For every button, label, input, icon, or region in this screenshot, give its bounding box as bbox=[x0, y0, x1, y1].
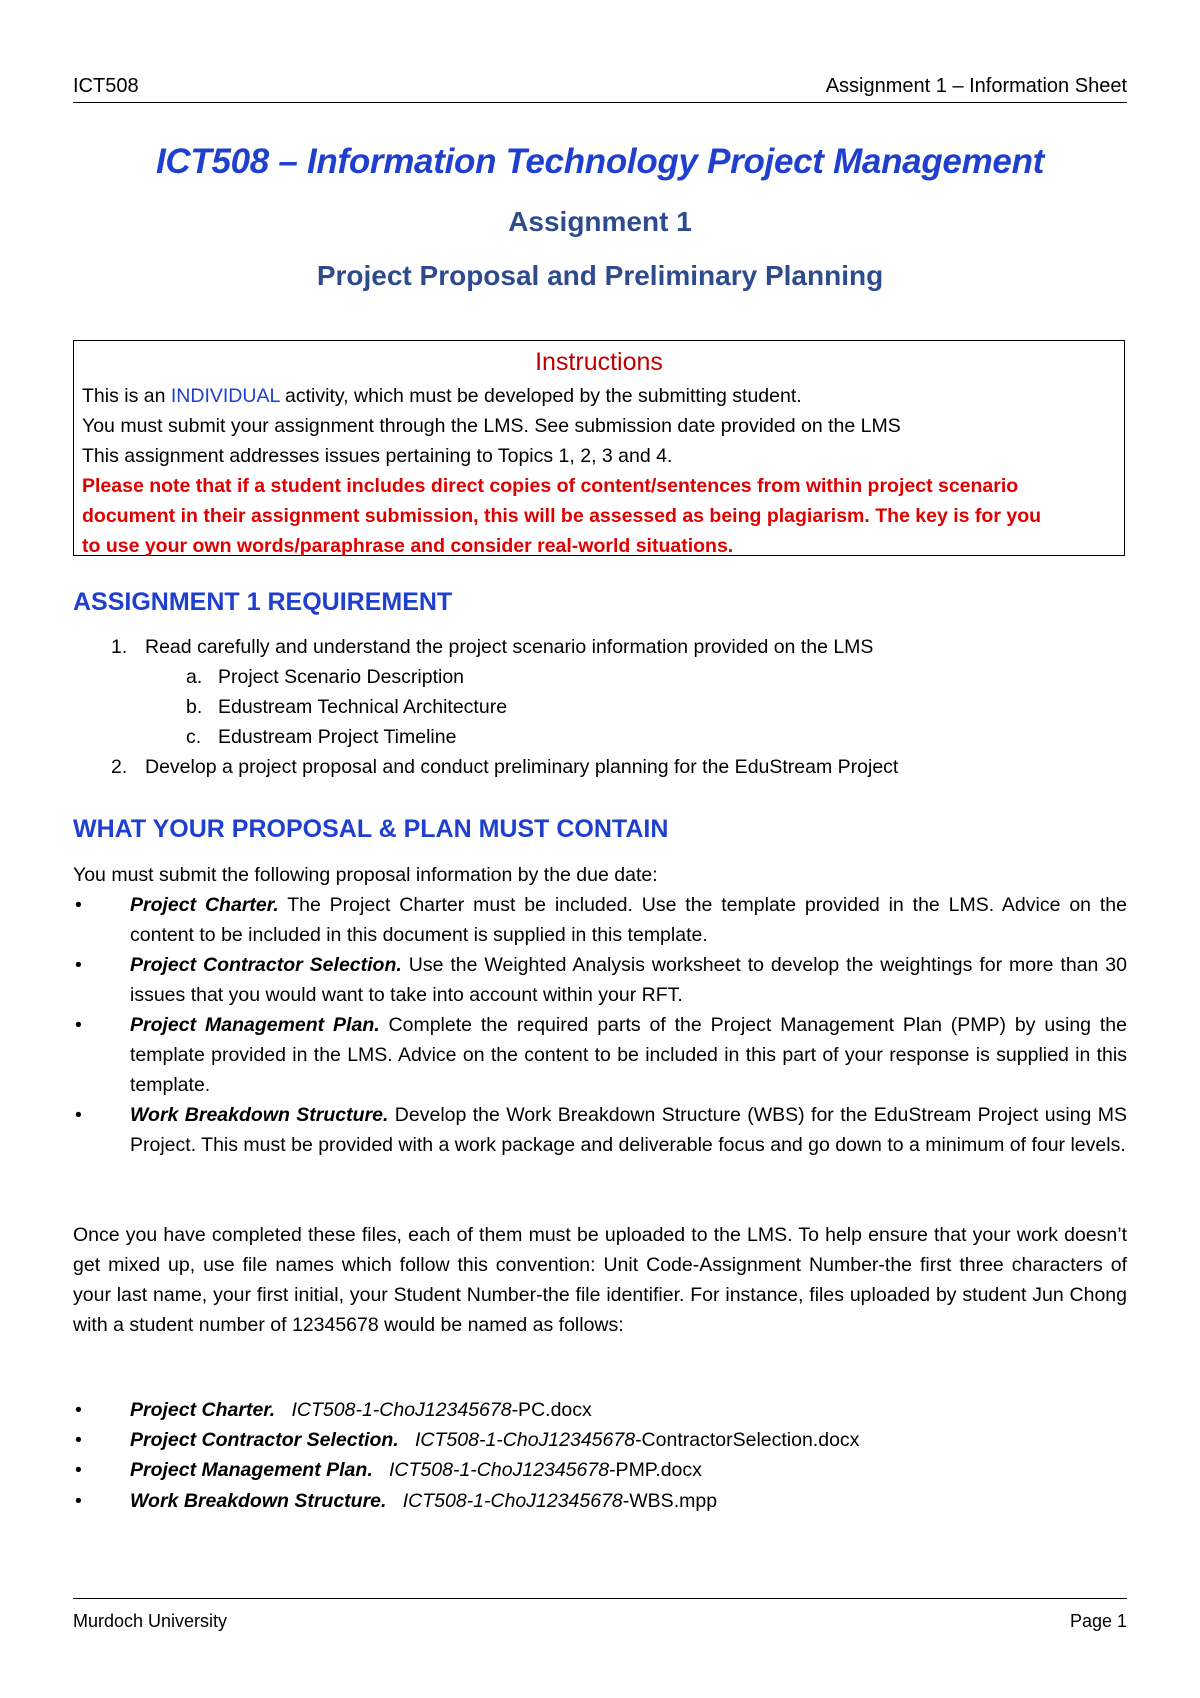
bullet-icon: • bbox=[75, 954, 82, 976]
plagiarism-warning-3: to use your own words/paraphrase and consider real-world situations. bbox=[82, 535, 734, 557]
bullet-icon: • bbox=[75, 894, 82, 916]
naming-convention-paragraph: Once you have completed these files, each of them must be uploaded to the LMS. To help ensure that your work doesn’t get mixed up, use file names which follow this convention: Unit Code-Assignment Number-the first three characters of your last name, your first initial, your Student Number-the file identifier. For instance, files uploaded by student Jun Chong with a student number of 12345678 would be named as follows: bbox=[73, 1224, 1127, 1336]
file-prefix: ICT508-1-ChoJ12345678 bbox=[402, 1490, 623, 1512]
file-suffix: -PMP.docx bbox=[609, 1459, 702, 1481]
list-item bbox=[73, 950, 1127, 1010]
sub-item: Edustream Project Timeline bbox=[218, 726, 457, 748]
file-suffix: -ContractorSelection.docx bbox=[635, 1429, 860, 1451]
file-suffix: -WBS.mpp bbox=[622, 1490, 718, 1512]
header-course-code: ICT508 bbox=[73, 75, 139, 97]
sub-letter: a. bbox=[186, 666, 203, 688]
list-item bbox=[73, 1425, 1127, 1455]
instructions-line-individual bbox=[82, 381, 1116, 411]
page-footer bbox=[73, 1598, 1127, 1635]
bullet-text: Complete the required parts of the Project Management Plan (PMP) by using the template provided in the LMS. Advice on the content to be included in this part of your response is supplied in this template. bbox=[130, 1014, 1127, 1096]
bullet-text: Use the Weighted Analysis worksheet to develop the weightings for more than 30 issues that you would want to take into account within your RFT. bbox=[130, 954, 1127, 1006]
bullet-label: Project Contractor Selection. bbox=[130, 954, 402, 976]
sub-item: Edustream Technical Architecture bbox=[218, 696, 508, 718]
bullet-text: Develop the Work Breakdown Structure (WBS) for the EduStream Project using MS Project. This must be provided with a work package and deliverable focus and go down to a minimum of four levels. bbox=[130, 1104, 1127, 1156]
bullet-icon: • bbox=[75, 1429, 82, 1451]
assignment-subtitle: Project Proposal and Preliminary Planning bbox=[316, 260, 884, 291]
bullet-label: Project Management Plan. bbox=[130, 1014, 380, 1036]
file-prefix: ICT508-1-ChoJ12345678 bbox=[389, 1459, 610, 1481]
bullet-label: Work Breakdown Structure. bbox=[130, 1104, 389, 1126]
file-label: Project Management Plan. bbox=[130, 1459, 373, 1481]
bullet-icon: • bbox=[75, 1399, 82, 1421]
contain-heading: WHAT YOUR PROPOSAL & PLAN MUST CONTAIN bbox=[73, 815, 669, 843]
file-prefix: ICT508-1-ChoJ12345678 bbox=[291, 1399, 512, 1421]
bullet-icon: • bbox=[75, 1459, 82, 1481]
document-title: ICT508 – Information Technology Project Management bbox=[155, 142, 1045, 181]
instructions-line-topics: This assignment addresses issues pertaining to Topics 1, 2, 3 and 4. bbox=[82, 445, 673, 467]
header-document-title: Assignment 1 – Information Sheet bbox=[825, 75, 1127, 97]
list-item bbox=[73, 1010, 1127, 1100]
instructions-box bbox=[73, 340, 1125, 556]
requirement-item-1: Read carefully and understand the project scenario information provided on the LMS bbox=[145, 636, 874, 658]
bullet-icon: • bbox=[75, 1490, 82, 1512]
plagiarism-warning-2: document in their assignment submission, this will be assessed as being plagiarism. The key is for you bbox=[82, 505, 1042, 527]
instructions-text: activity, which must be developed by the submitting student. bbox=[279, 385, 802, 407]
list-item bbox=[73, 1455, 1127, 1485]
bullet-icon: • bbox=[75, 1104, 82, 1126]
footer-university: Murdoch University bbox=[73, 1611, 228, 1631]
file-suffix: -PC.docx bbox=[511, 1399, 592, 1421]
instructions-line-submit: You must submit your assignment through the LMS. See submission date provided on the LMS bbox=[82, 415, 901, 437]
list-item bbox=[73, 1486, 1127, 1516]
assignment-number: Assignment 1 bbox=[508, 206, 692, 237]
bullet-label: Project Charter. bbox=[130, 894, 279, 916]
list-item bbox=[73, 1100, 1127, 1160]
file-label: Work Breakdown Structure. bbox=[130, 1490, 387, 1512]
sub-letter: c. bbox=[186, 726, 202, 748]
individual-highlight: INDIVIDUAL bbox=[170, 385, 280, 407]
file-label: Project Contractor Selection. bbox=[130, 1429, 399, 1451]
requirement-heading: ASSIGNMENT 1 REQUIREMENT bbox=[73, 588, 453, 616]
instructions-text: This is an bbox=[82, 385, 171, 407]
contain-intro: You must submit the following proposal information by the due date: bbox=[73, 864, 658, 886]
list-item bbox=[73, 890, 1127, 950]
file-prefix: ICT508-1-ChoJ12345678 bbox=[415, 1429, 636, 1451]
sub-letter: b. bbox=[186, 696, 203, 718]
list-number: 2. bbox=[111, 756, 128, 778]
plagiarism-warning-1: Please note that if a student includes direct copies of content/sentences from within project scenario bbox=[82, 475, 1019, 497]
requirement-item-2: Develop a project proposal and conduct preliminary planning for the EduStream Project bbox=[145, 756, 899, 778]
page-header bbox=[73, 70, 1127, 103]
instructions-heading: Instructions bbox=[535, 348, 663, 376]
footer-page-number: Page 1 bbox=[1069, 1611, 1127, 1631]
file-label: Project Charter. bbox=[130, 1399, 276, 1421]
list-item bbox=[73, 1395, 1127, 1425]
sub-item: Project Scenario Description bbox=[218, 666, 465, 688]
list-number: 1. bbox=[111, 636, 128, 658]
bullet-text: The Project Charter must be included. Use the template provided in the LMS. Advice on the content to be included in this document is supplied in this template. bbox=[130, 894, 1127, 946]
bullet-icon: • bbox=[75, 1014, 82, 1036]
